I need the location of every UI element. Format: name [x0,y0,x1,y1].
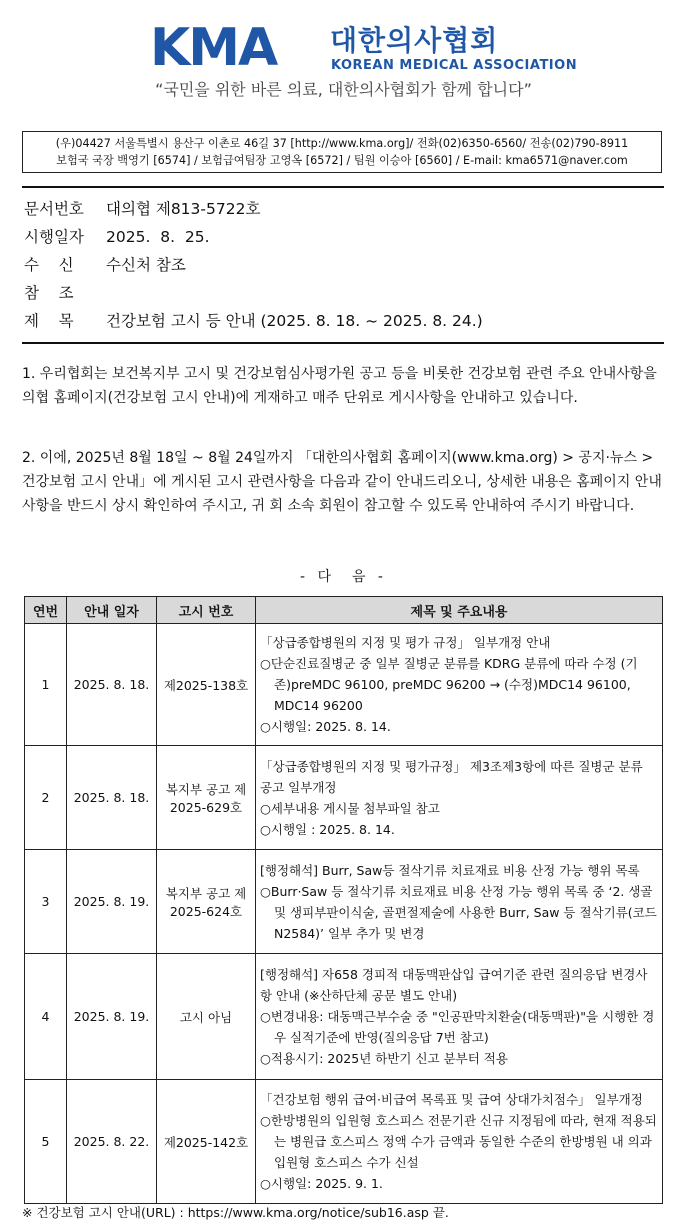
row-content [256,624,663,746]
row-title: [행정해석] Burr, Saw등 절삭기류 치료재료 비용 산정 가능 행위 목록 [260,862,640,878]
row-item: ○적용시기: 2025년 하반기 신고 분부터 적용 [260,1051,508,1066]
row-content [256,850,663,954]
row-number: 4 [25,954,67,1080]
row-date: 2025. 8. 19. [67,850,157,954]
recipient: 수신처 참조 [106,256,186,274]
recipient-label: 수 신 [24,256,74,274]
row-item: ○Burr·Saw 등 절삭기류 치료재료 비용 산정 가능 행위 목록 중 ‘2. 생골 및 생피부판이식술, 골편절제술에 사용한 Burr, Saw 등 절삭기류(코드N2584)’ 일부 추가 및 변경 [260,883,657,941]
paragraph-2: 2. 이에, 2025년 8월 18일 ~ 8월 24일까지 「대한의사협회 홈페이지(www.kma.org) > 공지·뉴스 > 건강보험 고시 안내」에 게시된 고시 관련사항을 다음과 같이 안내드리오니, 상세한 내용은 홈페이지 안내사항을 반드시 상시 확인하여 주시고, 귀 회 소속 회원이 참고할 수 있도록 안내하여 주시기 바랍니다. [22,450,662,514]
table-row [25,624,663,746]
paragraph-1: 1. 우리협회는 보건복지부 고시 및 건강보험심사평가원 공고 등을 비롯한 건강보험 관련 주요 안내사항을 의협 홈페이지(건강보험 고시 안내)에 게재하고 매주 단위로 게시사항을 안내하고 있습니다. [22,366,657,406]
row-number: 5 [25,1080,67,1204]
section-marker: - 다 음 - [300,569,387,585]
reference-label: 참 조 [24,284,74,302]
issue-date: 2025. 8. 25. [106,228,210,246]
table-header-row [25,597,663,624]
reference-row [22,279,664,307]
row-content [256,746,663,850]
row-notice-number: 복지부 공고 제2025-624호 [157,850,256,954]
reference [106,279,664,307]
subject: 건강보험 고시 등 안내 (2025. 8. 18. ~ 2025. 8. 24.) [106,312,483,330]
table-row [25,954,663,1080]
col-header-content: 제목 및 주요내용 [256,597,663,624]
row-number: 2 [25,746,67,850]
col-header-notice-no: 고시 번호 [157,597,256,624]
col-header-date: 안내 일자 [67,597,157,624]
recipient-row [22,251,664,279]
table-row [25,850,663,954]
document-meta [22,186,664,344]
row-date: 2025. 8. 19. [67,954,157,1080]
row-notice-number: 제2025-142호 [157,1080,256,1204]
row-date: 2025. 8. 22. [67,1080,157,1204]
staff-line: 보험국 국장 백영기 [6574] / 보험급여팀장 고영옥 [6572] / 팀원 이승아 [6560] / E-mail: kma6571@naver.com [56,154,628,167]
date-row [22,223,664,251]
row-notice-number: 제2025-138호 [157,624,256,746]
footnote-url: ※ 건강보험 고시 안내(URL) : https://www.kma.org/notice/sub16.asp 끝. [22,1205,449,1220]
row-number: 3 [25,850,67,954]
letterhead [0,18,687,100]
date-label: 시행일자 [24,228,84,246]
row-content [256,954,663,1080]
doc-number-label: 문서번호 [24,200,84,218]
row-item: ○단순진료질병군 중 일부 질병군 분류를 KDRG 분류에 따라 수정 (기존)preMDC 96100, preMDC 96200 → (수정)MDC14 96100, MDC14 96200 [260,656,638,713]
row-item: ○시행일 : 2025. 8. 14. [260,821,395,837]
slogan: “국민을 위한 바른 의료, 대한의사협회가 함께 합니다” [155,80,532,99]
doc-number: 대의협 제813-5722호 [106,200,261,218]
row-number: 1 [25,624,67,746]
kma-logo: KMA [150,18,277,78]
address-line: (우)04427 서울특별시 용산구 이촌로 46길 37 [http://www.kma.org]/ 전화(02)6350-6560/ 전송(02)790-8911 [55,137,629,150]
row-date: 2025. 8. 18. [67,746,157,850]
subject-label: 제 목 [24,312,74,330]
org-name-korean: 대한의사협회 [330,24,499,57]
row-item: ○한방병원의 입원형 호스피스 전문기관 신규 지정됨에 따라, 현재 적용되는 병원급 호스피스 정액 수가 금액과 동일한 수준의 한방병원 내 의과 입원형 호스피스 수가 신설 [260,1113,657,1170]
row-item: ○시행일: 2025. 8. 14. [260,719,391,734]
row-title: 「건강보험 행위 급여·비급여 목록표 및 급여 상대가치점수」 일부개정 [260,1092,643,1107]
row-date: 2025. 8. 18. [67,624,157,746]
contact-info-box [22,131,662,173]
table-row [25,1080,663,1204]
row-title: 「상급종합병원의 지정 및 평가 규정」 일부개정 안내 [260,635,551,650]
row-item: ○세부내용 게시물 첨부파일 참고 [260,800,440,816]
row-item: ○시행일: 2025. 9. 1. [260,1176,383,1191]
table-row [25,746,663,850]
meta-bottom-rule [22,342,664,344]
doc-number-row [22,195,664,223]
org-name-english: KOREAN MEDICAL ASSOCIATION [331,58,578,73]
row-content [256,1080,663,1204]
row-notice-number: 고시 아님 [157,954,256,1080]
subject-row [22,307,664,335]
row-title: [행정해석] 자658 경피적 대동맥판삽입 급여기준 관련 질의응답 변경사항 안내 (※산하단체 공문 별도 안내) [260,967,648,1003]
row-item: ○변경내용: 대동맥근부수술 중 "인공판막치환술(대동맥판)"을 시행한 경우 실적기준에 반영(질의응답 7번 참고) [260,1009,655,1045]
row-title: 「상급종합병원의 지정 및 평가규정」 제3조제3항에 따른 질병군 분류 공고 일부개정 [260,758,643,795]
row-notice-number: 복지부 공고 제2025-629호 [157,746,256,850]
col-header-no: 연번 [25,597,67,624]
notice-table [24,596,663,1204]
